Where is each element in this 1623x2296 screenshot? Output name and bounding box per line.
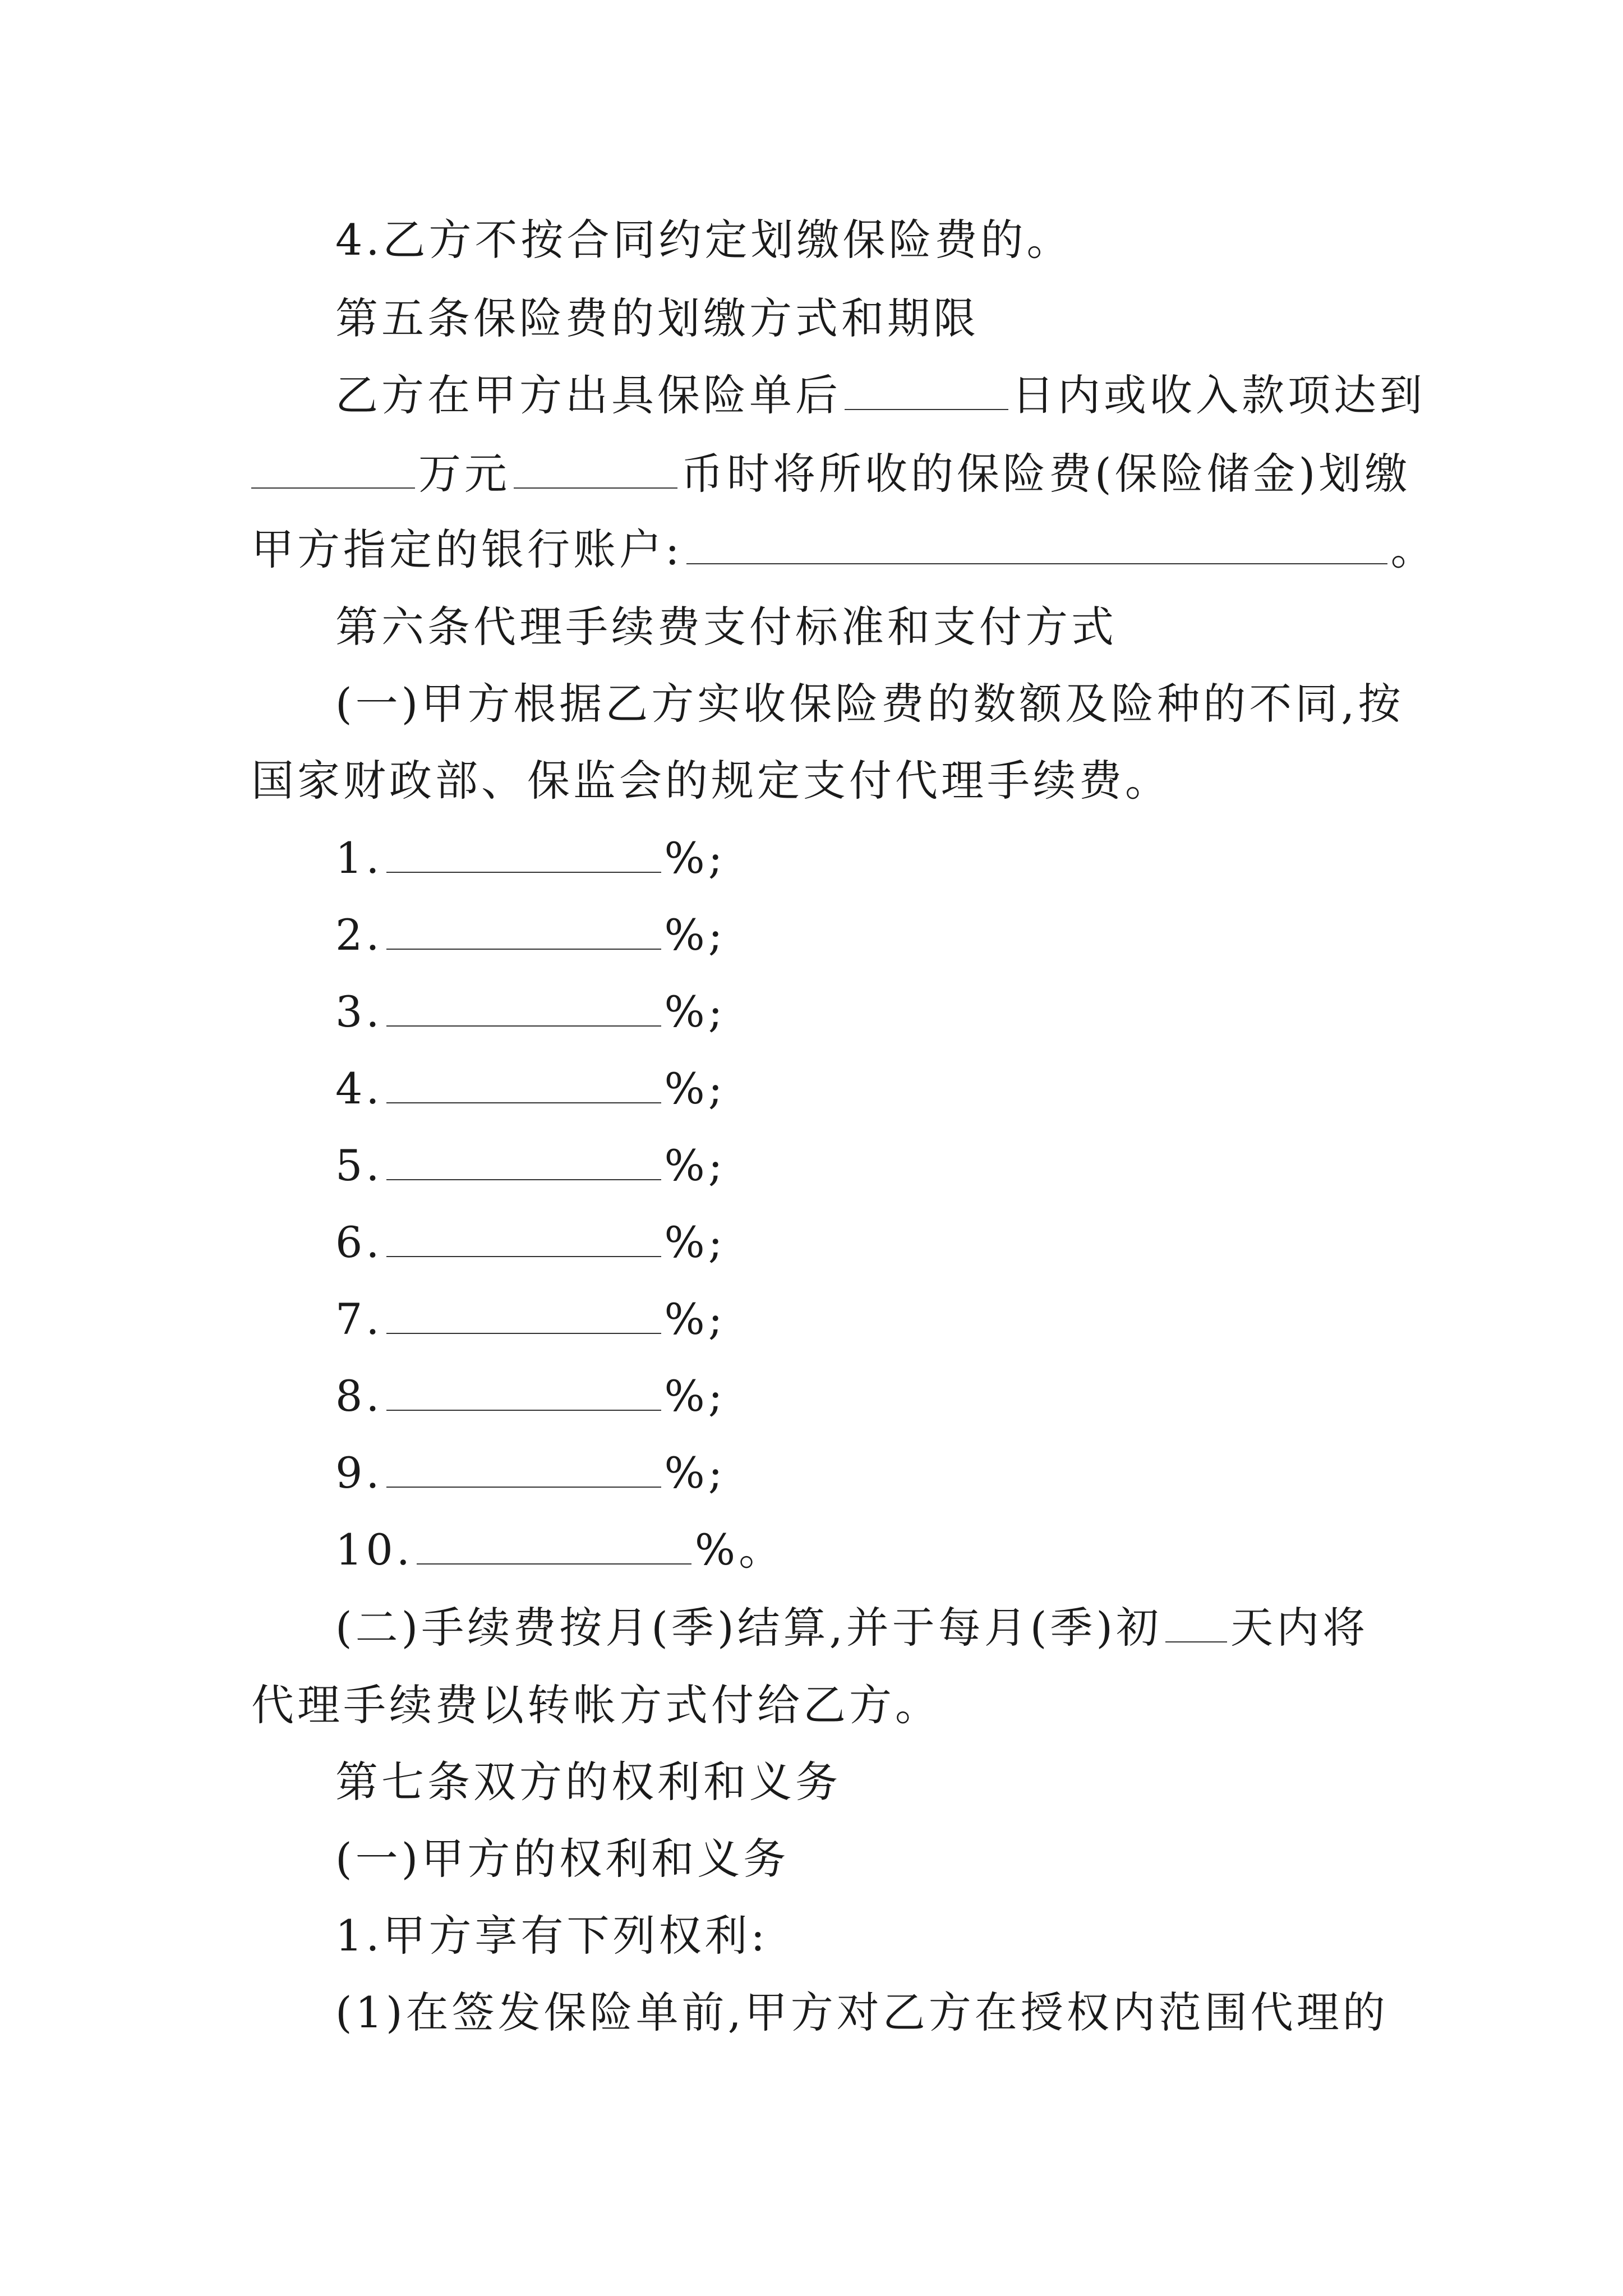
article-6-heading <box>335 599 1117 655</box>
rate-suffix: %; <box>664 987 726 1037</box>
rate-number: 6. <box>335 1217 383 1267</box>
settlement-text-a: (二)手续费按月(季)结算,并于每月(季)初 <box>335 1603 1163 1653</box>
rate-suffix: %; <box>664 833 726 883</box>
rate-suffix: %; <box>664 1217 726 1267</box>
period-mark: 。 <box>1390 524 1437 574</box>
wan-yuan-text: 万元 <box>418 449 510 499</box>
rate-number: 8. <box>335 1371 383 1421</box>
rate-number: 4. <box>335 1064 383 1114</box>
days-count-blank[interactable] <box>1165 1602 1227 1642</box>
days-blank[interactable] <box>845 370 1008 410</box>
article-7-title: 第七条双方的权利和义务 <box>335 1757 841 1807</box>
article-5-text-a: 乙方在甲方出具保险单后 <box>335 370 841 420</box>
rate-suffix: %; <box>664 1140 726 1190</box>
rate-item <box>335 1522 785 1578</box>
rate-suffix: %; <box>664 1064 726 1114</box>
rate-item <box>335 1445 726 1501</box>
rate-suffix: %; <box>664 910 726 960</box>
article-6-para-line-1 <box>335 676 1404 732</box>
item-4-text: 4.乙方不按合同约定划缴保险费的。 <box>335 215 1073 265</box>
rate-item <box>335 1138 726 1194</box>
rate-suffix: %。 <box>694 1525 785 1575</box>
article-5-title: 第五条保险费的划缴方式和期限 <box>335 293 979 343</box>
rate-number: 1. <box>335 833 383 883</box>
rate-blank[interactable] <box>386 1140 661 1180</box>
article-6-text-b: 国家财政部、保监会的规定支付代理手续费。 <box>251 756 1171 806</box>
rate-item <box>335 1368 726 1424</box>
settlement-text-b: 天内将 <box>1230 1603 1369 1653</box>
section-1-heading <box>335 1831 789 1887</box>
rate-blank[interactable] <box>386 1294 661 1334</box>
article-5-para-line-3 <box>251 522 1437 578</box>
rate-suffix: %; <box>664 1448 726 1498</box>
currency-blank[interactable] <box>514 448 677 489</box>
rate-blank[interactable] <box>417 1524 691 1565</box>
subsection-1-title: 1.甲方享有下列权利: <box>335 1911 769 1961</box>
article-6-title: 第六条代理手续费支付标准和支付方式 <box>335 602 1117 652</box>
rate-blank[interactable] <box>386 909 661 950</box>
settlement-text-c: 代理手续费以转帐方式付给乙方。 <box>251 1680 941 1730</box>
article-6-text-a: (一)甲方根据乙方实收保险费的数额及险种的不同,按 <box>335 679 1404 729</box>
rate-item <box>335 1214 726 1271</box>
article-6-para-line-2 <box>251 753 1171 809</box>
rate-item <box>335 984 726 1040</box>
rate-blank[interactable] <box>386 1217 661 1257</box>
article-7-heading <box>335 1754 841 1810</box>
bank-account-label: 甲方指定的银行账户: <box>251 524 683 574</box>
clause-1-text: (1)在签发保险单前,甲方对乙方在授权内范围代理的 <box>335 1987 1389 2037</box>
rate-item <box>335 1291 726 1347</box>
rate-number: 10. <box>335 1525 413 1575</box>
section-1-title: (一)甲方的权利和义务 <box>335 1834 790 1884</box>
article-5-para-line-2 <box>251 446 1410 502</box>
rate-number: 2. <box>335 910 383 960</box>
rate-blank[interactable] <box>386 1447 661 1488</box>
article-5-heading <box>335 291 979 347</box>
rate-number: 7. <box>335 1294 383 1344</box>
clause-1-line <box>335 1985 1389 2041</box>
rate-suffix: %; <box>664 1294 726 1344</box>
rate-item <box>335 830 726 886</box>
rate-blank[interactable] <box>386 832 661 873</box>
rate-item <box>335 1061 726 1117</box>
subsection-1-heading <box>335 1908 768 1964</box>
bank-account-blank[interactable] <box>686 524 1387 564</box>
rate-number: 9. <box>335 1448 383 1498</box>
item-4-line <box>335 212 1073 268</box>
settlement-para-line-2 <box>251 1677 941 1733</box>
rate-blank[interactable] <box>386 986 661 1027</box>
rate-item <box>335 907 726 963</box>
amount-blank[interactable] <box>251 448 415 489</box>
article-5-text-b: 日内或收入款项达到 <box>1012 370 1426 420</box>
rate-suffix: %; <box>664 1371 726 1421</box>
article-5-text-c: 币时将所收的保险费(保险储金)划缴 <box>681 449 1411 499</box>
rate-number: 3. <box>335 987 383 1037</box>
rate-blank[interactable] <box>386 1063 661 1103</box>
settlement-para-line-1 <box>335 1600 1368 1656</box>
article-5-para-line-1 <box>335 367 1426 424</box>
rate-number: 5. <box>335 1140 383 1190</box>
rate-blank[interactable] <box>386 1370 661 1411</box>
